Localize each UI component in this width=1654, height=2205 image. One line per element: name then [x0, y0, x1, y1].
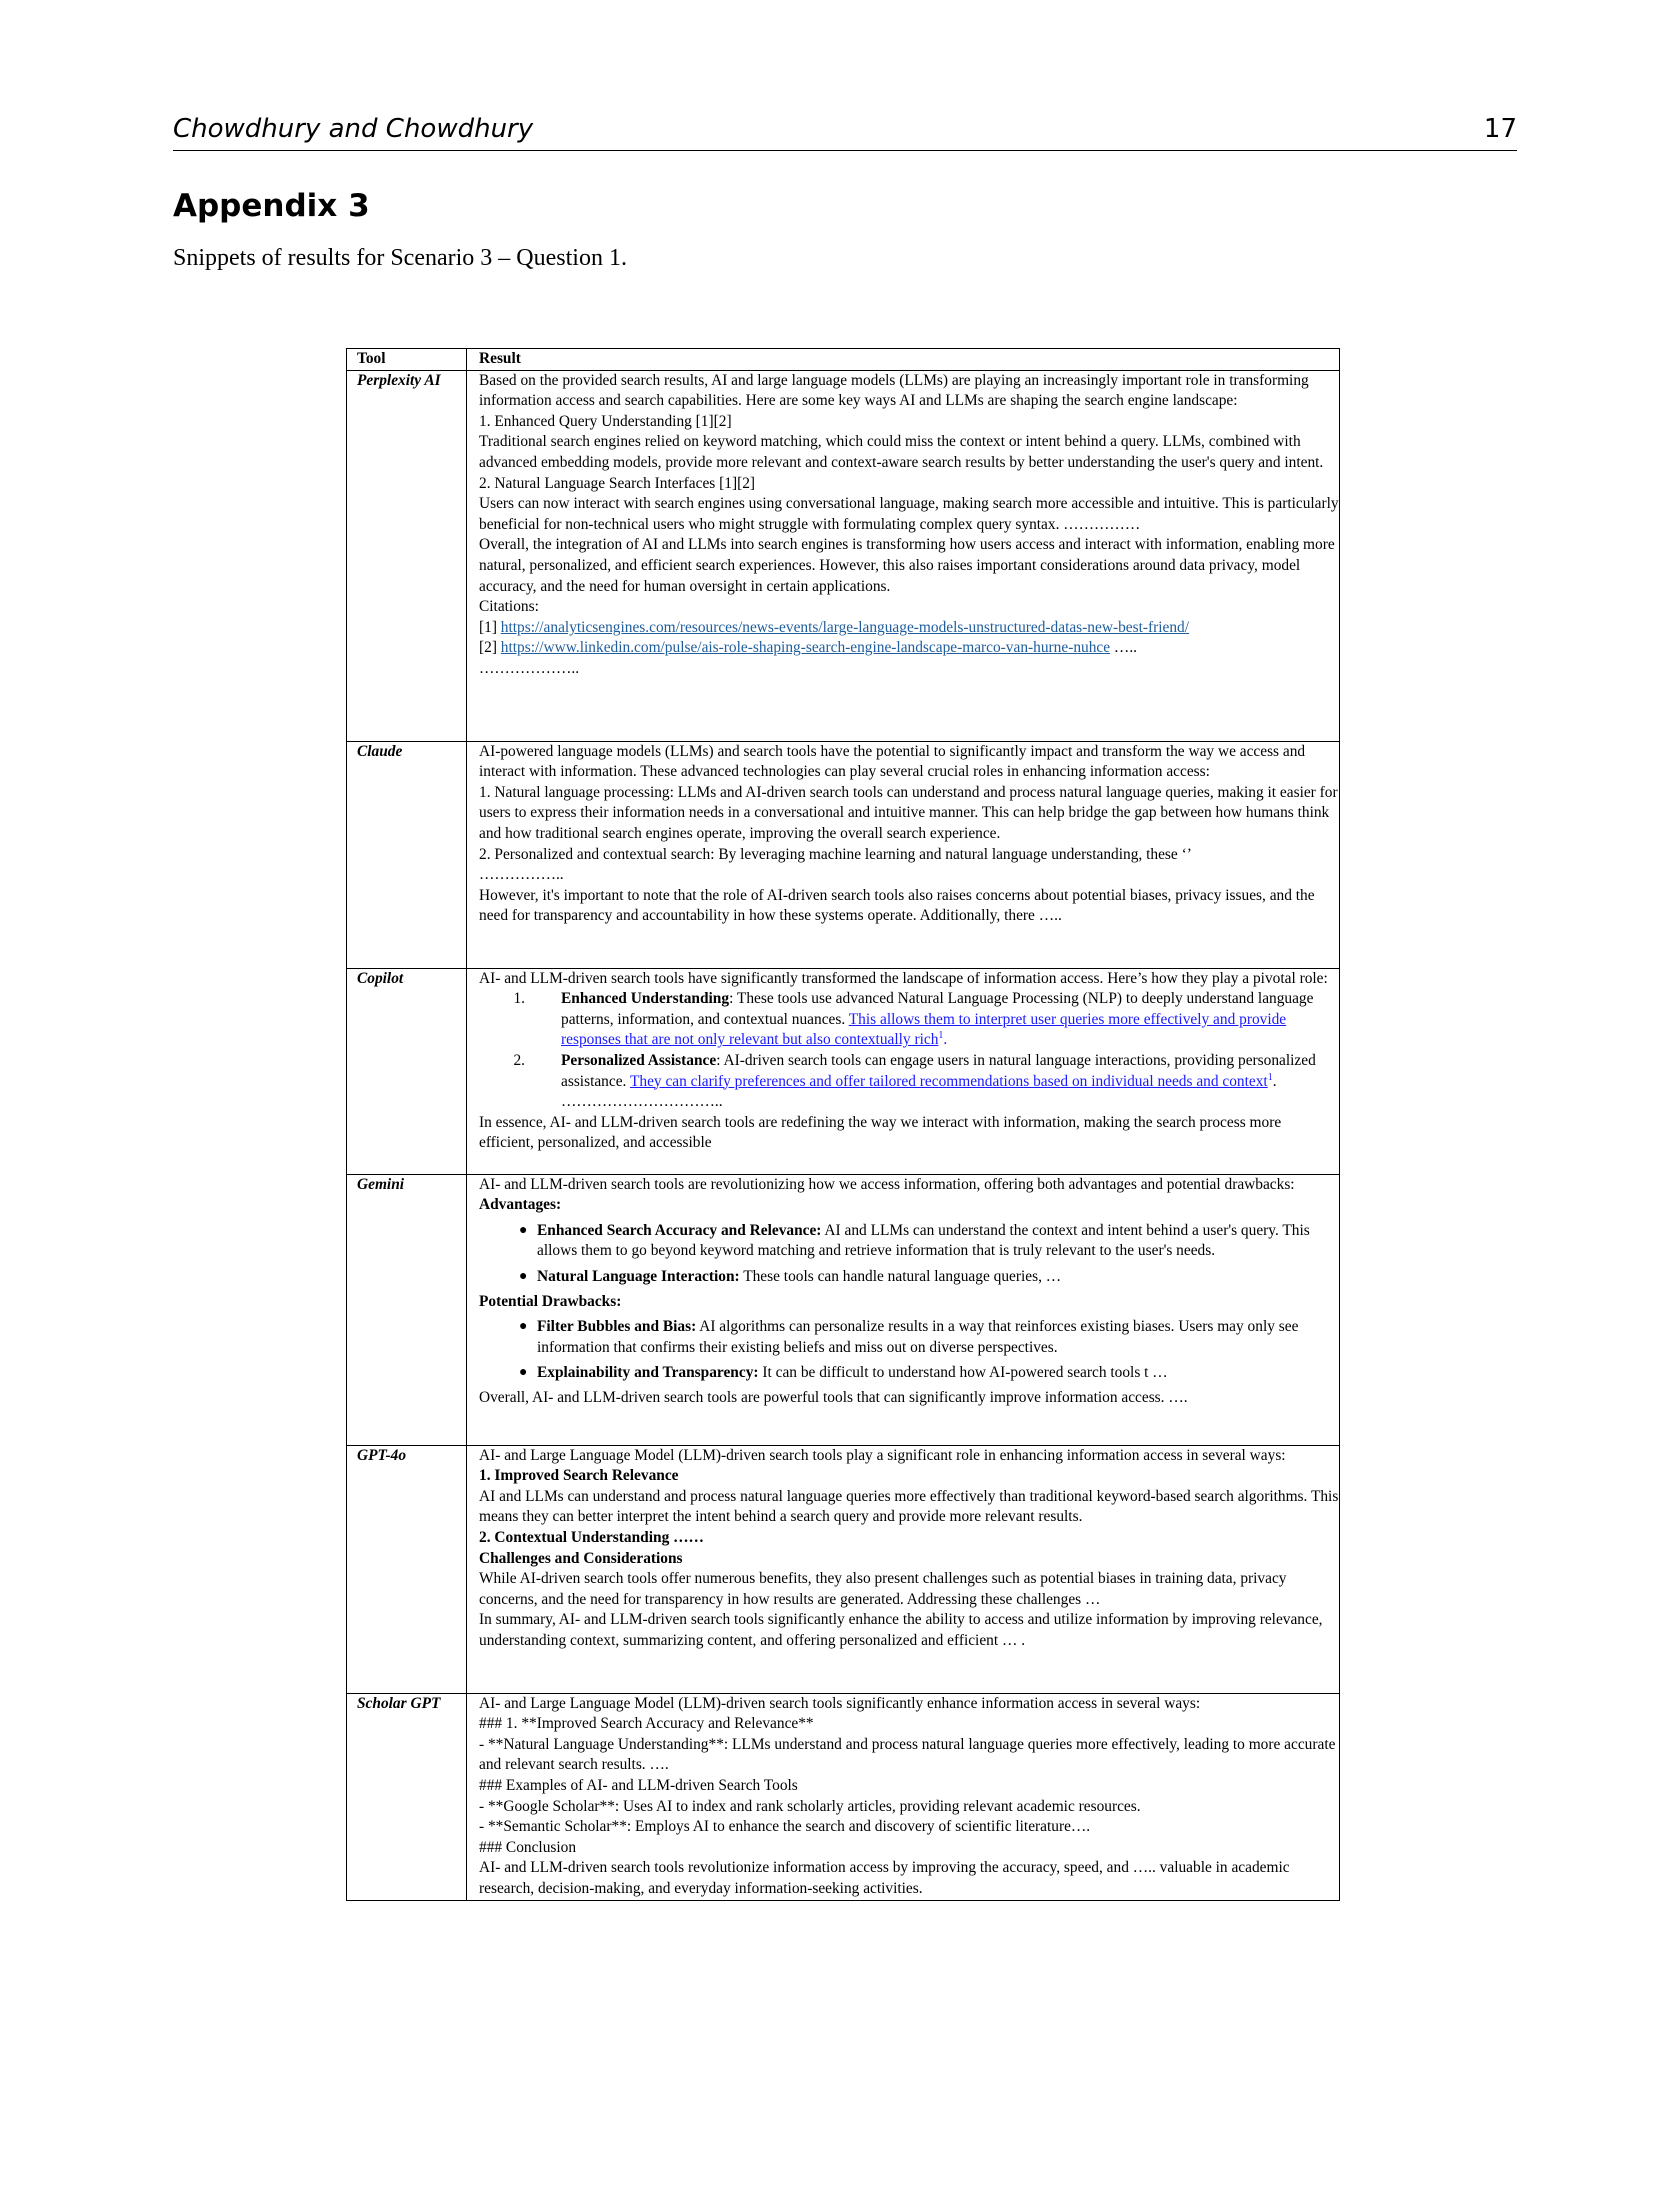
list-text [537, 1363, 1339, 1384]
copilot-item-1-end: . [943, 1031, 948, 1049]
scholar-line-5: - **Google Scholar**: Uses AI to index and rank scholarly articles, providing relevant academic resources. [479, 1797, 1141, 1815]
scholar-line-3: - **Natural Language Understanding**: LLMs understand and process natural language queries more effectively, leading to more accurate and relevant search results. …. [479, 1735, 1336, 1774]
scholar-line-7: ### Conclusion [479, 1838, 577, 1856]
gpt4o-heading-1 [479, 1466, 1339, 1487]
list-item [479, 1363, 1339, 1384]
gemini-bullet-3-title: Filter Bubbles and Bias: [537, 1318, 697, 1336]
table-header-row [347, 349, 1340, 371]
citation-1 [479, 618, 1339, 639]
scholar-line-2: ### 1. **Improved Search Accuracy and Relevance** [479, 1715, 814, 1733]
claude-paragraph-2: 2. Personalized and contextual search: By leveraging machine learning and natural language understanding, these ‘’ [479, 845, 1192, 863]
list-item [479, 1221, 1339, 1262]
copilot-intro: AI- and LLM-driven search tools have significantly transformed the landscape of information access. Here’s how they play a pivotal role: [479, 969, 1328, 987]
list-item [479, 1051, 1339, 1113]
claude-intro: AI-powered language models (LLMs) and search tools have the potential to significantly impact and transform the way we access and interact with information. These advanced technologies can play several crucial roles in enhancing information access: [479, 742, 1306, 781]
list-item [479, 1267, 1339, 1288]
scholar-line-6: - **Semantic Scholar**: Employs AI to enhance the search and discovery of scientific literature…. [479, 1818, 1091, 1836]
scholar-line-1: AI- and Large Language Model (LLM)-driven search tools significantly enhance information access in several ways: [479, 1694, 1201, 1712]
tool-name-copilot: Copilot [357, 969, 404, 987]
tool-name-gpt4o: GPT-4o [357, 1446, 407, 1464]
running-header-authors: Chowdhury and Chowdhury [173, 114, 534, 144]
list-item [479, 1317, 1339, 1358]
gemini-bullet-3-text: AI algorithms can personalize results in a way that reinforces existing biases. Users may only see information that confirms their existing beliefs and miss out on diverse perspectives. [537, 1318, 1299, 1356]
gemini-outro: Overall, AI- and LLM-driven search tools are powerful tools that can significantly improve information access. …. [479, 1388, 1188, 1406]
table-row-gemini [347, 1174, 1340, 1445]
bullet-icon: ● [519, 1222, 528, 1238]
gpt4o-paragraph-3: In summary, AI- and LLM-driven search tools significantly enhance the ability to access and utilize information by improving relevance, understanding context, summarizing content, and offering personalized and efficient … . [479, 1611, 1323, 1649]
copilot-item-2-title: Personalized Assistance [561, 1051, 717, 1069]
scholar-line-4: ### Examples of AI- and LLM-driven Search Tools [479, 1776, 798, 1794]
copilot-outro: In essence, AI- and LLM-driven search tools are redefining the way we interact with information, making the search process more efficient, personalized, and accessible [479, 1113, 1282, 1152]
tool-cell [347, 968, 467, 1174]
citation-2-number: [2] [479, 639, 501, 657]
table-row-perplexity [347, 370, 1340, 741]
gemini-advantages-list [479, 1221, 1339, 1288]
copilot-item-1-footnote: 1 [938, 1030, 944, 1042]
gpt4o-heading-1-text: 1. Improved Search Relevance [479, 1467, 679, 1485]
gemini-bullet-4-text: It can be difficult to understand how AI-powered search tools t … [758, 1364, 1168, 1382]
result-cell-gpt4o [467, 1445, 1340, 1693]
gemini-bullet-1-text: AI and LLMs can understand the context and intent behind a user's query. This allows them to go beyond keyword matching and retrieve information that is truly relevant to the user's needs. [537, 1221, 1310, 1260]
advantages-label: Advantages: [479, 1196, 562, 1214]
citation-1-number: [1] [479, 618, 501, 636]
copilot-item-1-text: : These tools use advanced Natural Language Processing (NLP) to deeply understand language patterns, information, and contextual nuances. [561, 990, 1314, 1028]
result-cell-copilot [467, 968, 1340, 1174]
copilot-item-1-title: Enhanced Understanding [561, 990, 730, 1008]
gpt4o-heading-3 [479, 1549, 1339, 1570]
result-cell-gemini [467, 1174, 1340, 1445]
page-number: 17 [1483, 114, 1517, 144]
copilot-item-2-text: : AI-driven search tools can engage users in natural language interactions, providing personalized assistance. [561, 1051, 1316, 1090]
list-text [537, 1317, 1339, 1358]
scholar-line-8: AI- and LLM-driven search tools revolutionize information access by improving the accuracy, speed, and ….. valuable in academic research, decision-making, and everyday information-seeking activities. [479, 1859, 1290, 1897]
claude-paragraph-3: However, it's important to note that the role of AI-driven search tools also raises concerns about potential biases, privacy issues, and the need for transparency and accountability in how these systems operate. Additionally, there ….. [479, 886, 1315, 925]
list-text [561, 989, 1339, 1051]
table-row-gpt4o [347, 1445, 1340, 1693]
gemini-bullet-4-title: Explainability and Transparency: [537, 1364, 759, 1382]
appendix-title: Appendix 3 [173, 188, 370, 224]
gpt4o-heading-2 [479, 1528, 1339, 1549]
column-header-tool: Tool [347, 349, 467, 371]
copilot-item-2-end: . ………………………….. [561, 1072, 1277, 1111]
list-number: 2. [513, 1051, 525, 1069]
copilot-item-2-footnote: 1 [1267, 1071, 1273, 1083]
tool-cell [347, 1445, 467, 1693]
perplexity-tail: ……………….. [479, 659, 580, 677]
claude-paragraph-2-tail: …………….. [479, 866, 564, 884]
table-row-claude [347, 741, 1340, 968]
copilot-item-2-link[interactable]: They can clarify preferences and offer tailored recommendations based on individual needs and context [629, 1072, 1268, 1090]
gemini-advantages-label [479, 1195, 1339, 1216]
perplexity-heading-1: 1. Enhanced Query Understanding [1][2] [479, 412, 732, 430]
tool-name-gemini: Gemini [357, 1175, 405, 1193]
tool-cell [347, 1174, 467, 1445]
tool-name-perplexity: Perplexity AI [357, 371, 441, 389]
citation-2-ellipsis: ….. [1110, 639, 1138, 657]
result-cell-perplexity [467, 370, 1340, 741]
tool-cell [347, 1693, 467, 1900]
column-header-result: Result [467, 349, 1340, 371]
gemini-drawbacks-label [479, 1292, 1339, 1313]
bullet-icon: ● [519, 1365, 528, 1381]
list-text [537, 1267, 1339, 1288]
tool-name-scholar-gpt: Scholar GPT [357, 1694, 441, 1712]
gemini-drawbacks-list [479, 1317, 1339, 1384]
copilot-item-1-link[interactable]: This allows them to interpret user queries more effectively and provide responses that are not only relevant but also contextually rich [561, 1010, 1287, 1049]
list-number: 1. [513, 990, 525, 1008]
drawbacks-label: Potential Drawbacks: [479, 1292, 622, 1310]
gemini-bullet-2-text: These tools can handle natural language queries, … [739, 1267, 1062, 1285]
gpt4o-intro: AI- and Large Language Model (LLM)-driven search tools play a significant role in enhancing information access in several ways: [479, 1446, 1286, 1464]
gemini-bullet-2-title: Natural Language Interaction: [537, 1267, 740, 1285]
perplexity-paragraph-1: Traditional search engines relied on keyword matching, which could miss the context or intent behind a query. LLMs, combined with advanced embedding models, provide more relevant and context-aware search results by better understanding the user's query and intent. [479, 433, 1324, 471]
list-text [537, 1221, 1339, 1262]
perplexity-paragraph-3: Overall, the integration of AI and LLMs into search engines is transforming how users access and interact with information, enabling more natural, personalized, and efficient search experiences. However, this also raises important considerations around data privacy, model accuracy, and the need for human oversight in certain applications. [479, 536, 1335, 595]
appendix-caption: Snippets of results for Scenario 3 – Question 1. [173, 245, 627, 271]
table-row-scholar-gpt [347, 1693, 1340, 1900]
bullet-icon: ● [519, 1268, 528, 1284]
bullet-icon: ● [519, 1319, 528, 1335]
results-table [346, 348, 1340, 1901]
claude-paragraph-1: 1. Natural language processing: LLMs and AI-driven search tools can understand and process natural language queries, making it easier for users to express their information needs in a conversational and intuitive manner. This can help bridge the gap between how humans think and how traditional search engines operate, improving the overall search experience. [479, 783, 1338, 842]
result-cell-claude [467, 741, 1340, 968]
tool-cell [347, 741, 467, 968]
perplexity-paragraph-2: Users can now interact with search engines using conversational language, making search more accessible and intuitive. This is particularly beneficial for non-technical users who might struggle with formulating complex query syntax. …………… [479, 495, 1339, 533]
perplexity-intro: Based on the provided search results, AI and large language models (LLMs) are playing an increasingly important role in transforming information access and search capabilities. Here are some key ways AI and LLMs are shaping the search engine landscape: [479, 371, 1309, 410]
copilot-list [479, 989, 1339, 1113]
list-item [479, 989, 1339, 1051]
tool-name-claude: Claude [357, 742, 403, 760]
result-cell-scholar-gpt [467, 1693, 1340, 1900]
list-text [561, 1051, 1339, 1113]
citation-1-link[interactable]: https://analyticsengines.com/resources/news-events/large-language-models-unstructured-datas-new-best-friend/ [500, 618, 1190, 636]
perplexity-heading-2: 2. Natural Language Search Interfaces [1][2] [479, 474, 756, 492]
gpt4o-heading-2-text: 2. Contextual Understanding …… [479, 1528, 704, 1546]
gpt4o-paragraph-1: AI and LLMs can understand and process natural language queries more effectively than traditional keyword-based search algorithms. This means they can better interpret the intent behind a search query and provide more relevant results. [479, 1487, 1339, 1526]
header-rule [173, 150, 1517, 151]
gpt4o-paragraph-2: While AI-driven search tools offer numerous benefits, they also present challenges such as potential biases in training data, privacy concerns, and the need for transparency in how results are generated. Addressing these challenges … [479, 1570, 1287, 1608]
citation-2-link[interactable]: https://www.linkedin.com/pulse/ais-role-shaping-search-engine-landscape-marco-van-hurne-nuhce [500, 639, 1111, 657]
table-row-copilot [347, 968, 1340, 1174]
gemini-bullet-1-title: Enhanced Search Accuracy and Relevance: [537, 1221, 822, 1239]
gpt4o-heading-3-text: Challenges and Considerations [479, 1549, 683, 1567]
gemini-intro: AI- and LLM-driven search tools are revolutionizing how we access information, offering both advantages and potential drawbacks: [479, 1175, 1295, 1193]
citations-label: Citations: [479, 598, 539, 616]
citation-2 [479, 638, 1339, 659]
tool-cell [347, 370, 467, 741]
